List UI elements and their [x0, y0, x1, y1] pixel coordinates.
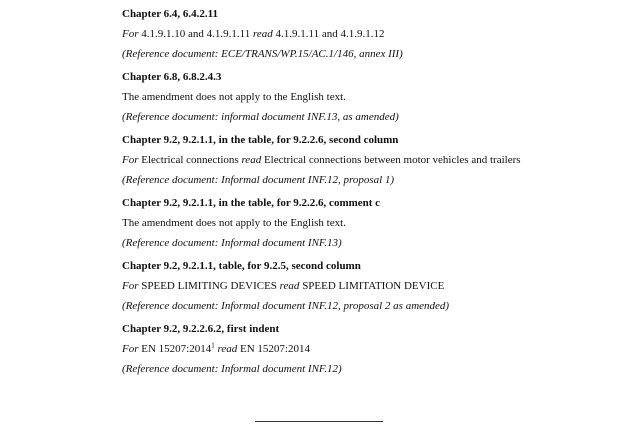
- read-word: read: [279, 280, 300, 292]
- reference-line: (Reference document: Informal document INF.12): [122, 363, 342, 375]
- read-word: read: [241, 154, 262, 166]
- section-9-2-comment-c: [122, 197, 622, 250]
- for-word: For: [122, 154, 139, 166]
- amendment-line: The amendment does not apply to the English text.: [122, 217, 346, 229]
- read-word: read: [217, 343, 238, 355]
- reference-line: (Reference document: ECE/TRANS/WP.15/AC.1/146, annex III): [122, 48, 403, 60]
- reference-line: (Reference document: Informal document INF.12, proposal 2 as amended): [122, 300, 450, 312]
- new-text: Electrical connections between motor vehicles and trailers: [263, 154, 521, 166]
- end-rule: [255, 421, 383, 422]
- old-text: Electrical connections: [141, 154, 239, 166]
- new-text: EN 15207:2014: [240, 343, 310, 355]
- amendment-line: [122, 343, 622, 356]
- read-word: read: [252, 28, 273, 40]
- for-word: For: [122, 343, 139, 355]
- section-9-2-second-column: [122, 134, 622, 187]
- reference-line: (Reference document: Informal document INF.13): [122, 237, 342, 249]
- old-text: SPEED LIMITING DEVICES: [141, 280, 277, 292]
- reference-line: (Reference document: informal document INF.13, as amended): [122, 111, 399, 123]
- section-heading: Chapter 6.4, 6.4.2.11: [122, 8, 219, 20]
- for-word: For: [122, 280, 139, 292]
- old-text: EN 15207:2014: [141, 343, 212, 355]
- document-body: [122, 8, 622, 386]
- section-9-2-5: [122, 260, 622, 313]
- reference-line: (Reference document: Informal document INF.12, proposal 1): [122, 174, 395, 186]
- footnote-marker: 1: [211, 341, 215, 350]
- new-text: 4.1.9.1.11 and 4.1.9.1.12: [275, 28, 385, 40]
- section-heading: Chapter 9.2, 9.2.1.1, in the table, for 9.2.2.6, comment c: [122, 197, 381, 209]
- section-heading: Chapter 6.8, 6.8.2.4.3: [122, 71, 222, 83]
- section-heading: Chapter 9.2, 9.2.1.1, table, for 9.2.5, second column: [122, 260, 361, 272]
- for-word: For: [122, 28, 139, 40]
- section-heading: Chapter 9.2, 9.2.1.1, in the table, for 9.2.2.6, second column: [122, 134, 399, 146]
- amendment-line: [122, 28, 622, 41]
- amendment-line: [122, 280, 622, 293]
- amendment-line: The amendment does not apply to the English text.: [122, 91, 346, 103]
- new-text: SPEED LIMITATION DEVICE: [302, 280, 445, 292]
- section-heading: Chapter 9.2, 9.2.2.6.2, first indent: [122, 323, 280, 335]
- section-6-8: [122, 71, 622, 124]
- section-9-2-2-6-2: [122, 323, 622, 376]
- section-6-4: [122, 8, 622, 61]
- old-text: 4.1.9.1.10 and 4.1.9.1.11: [141, 28, 251, 40]
- amendment-line: [122, 154, 622, 167]
